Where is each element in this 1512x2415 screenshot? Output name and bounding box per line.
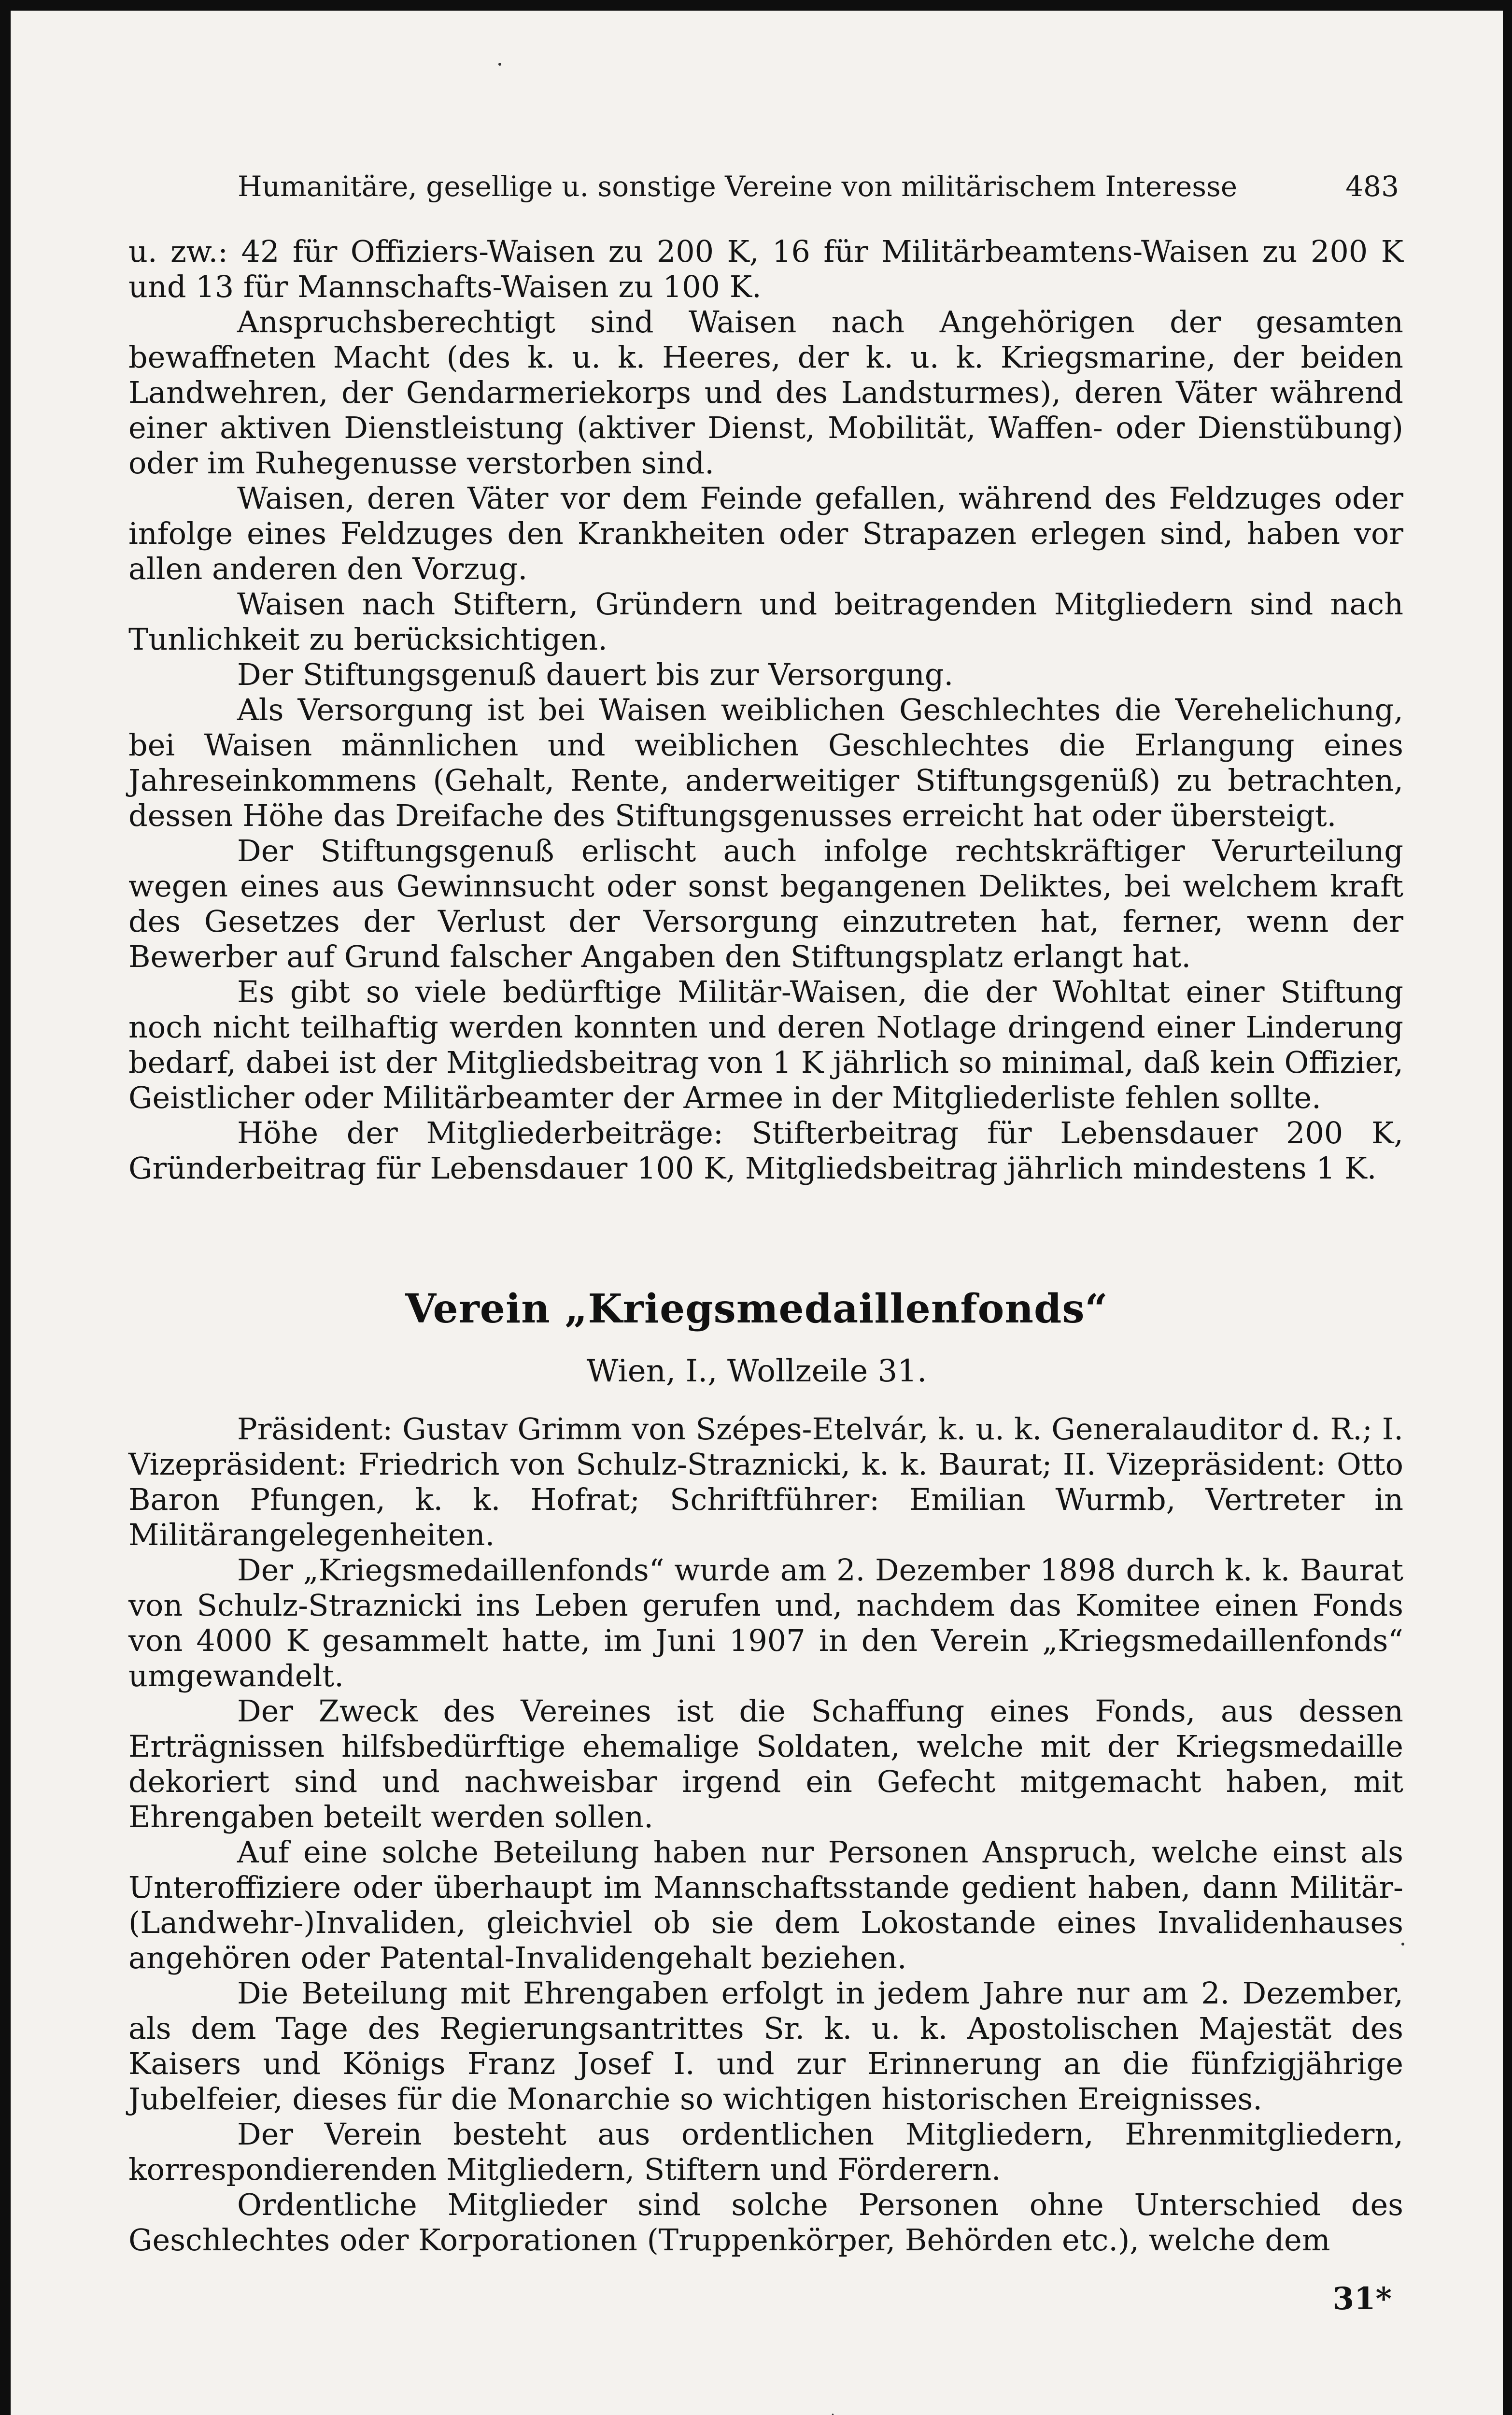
paragraph: Der Stiftungsgenuß dauert bis zur Versorgung. <box>237 657 954 692</box>
header-title: Humanitäre, gesellige u. sonstige Vereine von militärischem Interesse <box>238 170 1238 203</box>
section-heading: Verein „Kriegsmedaillenfonds“ <box>405 1286 1108 1332</box>
paragraph: Der „Kriegsmedaillenfonds“ wurde am 2. Dezember 1898 durch k. k. Baurat von Schulz-Straznicki ins Leben gerufen und, nachdem das Komitee einen Fonds von 4000 K gesammelt hatte, im Juni 1907 in den Verein „Kriegsmedaillenfonds“ umgewandelt. <box>128 1552 1403 1693</box>
print-speck <box>498 63 501 66</box>
paragraph: Der Verein besteht aus ordentlichen Mitgliedern, Ehrenmitgliedern, korrespondierenden Mitgliedern, Stiftern und Förderern. <box>128 2117 1403 2187</box>
paragraph: Der Stiftungsgenuß erlischt auch infolge rechtskräftiger Verurteilung wegen eines aus Gewinnsucht oder sonst begangenen Deliktes, bei welchem kraft des Gesetzes der Verlust der Versorgung einzutreten hat, ferner, wenn der Bewerber auf Grund falscher Angaben den Stiftungsplatz erlangt hat. <box>128 833 1403 974</box>
section-address: Wien, I., Wollzeile 31. <box>586 1353 927 1389</box>
paragraph: Präsident: Gustav Grimm von Szépes-Etelvár, k. u. k. Generalauditor d. R.; I. Vizepräsident: Friedrich von Schulz-Straznicki, k. k. Baurat; II. Vizepräsident: Otto Baron Pfungen, k. k. Hofrat; Schriftführer: Emilian Wurmb, Vertreter in Militärangelegenheiten. <box>128 1411 1403 1552</box>
paragraph: Der Zweck des Vereines ist die Schaffung eines Fonds, aus dessen Erträgnissen hilfsbedürftige ehemalige Soldaten, welche mit der Kriegsmedaille dekoriert sind und nachweisbar irgend ein Gefecht mitgemacht haben, mit Ehrengaben beteilt werden sollen. <box>128 1693 1403 1834</box>
paragraph: Anspruchsberechtigt sind Waisen nach Angehörigen der gesamten bewaffneten Macht (des k. u. k. Heeres, der k. u. k. Kriegsmarine, der beiden Landwehren, der Gendarmeriekorps und des Landsturmes), deren Väter während einer aktiven Dienstleistung (aktiver Dienst, Mobilität, Waffen- oder Dienstübung) oder im Ruhegenusse verstorben sind. <box>128 304 1403 481</box>
running-header <box>238 170 1399 203</box>
header-page-number: 483 <box>1345 170 1399 203</box>
paragraph: Als Versorgung ist bei Waisen weiblichen Geschlechtes die Verehelichung, bei Waisen männlichen und weiblichen Geschlechtes die Erlangung eines Jahreseinkommens (Gehalt, Rente, anderweitiger Stiftungsgenüß) zu betrachten, dessen Höhe das Dreifache des Stiftungsgenusses erreicht hat oder übersteigt. <box>128 692 1403 833</box>
print-speck <box>1401 1943 1404 1946</box>
paragraph: Waisen, deren Väter vor dem Feinde gefallen, während des Feldzuges oder infolge eines Feldzuges den Krankheiten oder Strapazen erlegen sind, haben vor allen anderen den Vorzug. <box>128 481 1403 586</box>
book-page <box>11 11 1503 2415</box>
section-kriegsmedaillenfonds-text <box>128 1411 1403 2258</box>
paragraph: Die Beteilung mit Ehrengaben erfolgt in jedem Jahre nur am 2. Dezember, als dem Tage des Regierungsantrittes Sr. k. u. k. Apostolischen Majestät des Kaisers und Königs Franz Josef I. und zur Erinnerung an die fünfzigjährige Jubelfeier, dieses für die Monarchie so wichtigen historischen Ereignisses. <box>128 1975 1403 2117</box>
paragraph: Höhe der Mitgliederbeiträge: Stifterbeitrag für Lebensdauer 200 K, Gründerbeitrag für Lebensdauer 100 K, Mitgliedsbeitrag jährlich mindestens 1 K. <box>128 1115 1403 1186</box>
signature-mark: 31* <box>1332 2281 1392 2317</box>
paragraph: Auf eine solche Beteilung haben nur Personen Anspruch, welche einst als Unteroffiziere oder überhaupt im Mannschaftsstande gedient haben, dann Militär-(Landwehr-)Invaliden, gleichviel ob sie dem Lokostande eines Invalidenhauses angehören oder Patental-Invalidengehalt beziehen. <box>128 1834 1403 1975</box>
paragraph: Waisen nach Stiftern, Gründern und beitragenden Mitgliedern sind nach Tunlichkeit zu berücksichtigen. <box>128 586 1403 657</box>
section-orphan-foundation-text <box>128 234 1403 1186</box>
paragraph: Es gibt so viele bedürftige Militär-Waisen, die der Wohltat einer Stiftung noch nicht teilhaftig werden konnten und deren Notlage dringend einer Linderung bedarf, dabei ist der Mitgliedsbeitrag von 1 K jährlich so minimal, daß kein Offizier, Geistlicher oder Militärbeamter der Armee in der Mitgliederliste fehlen sollte. <box>128 974 1403 1115</box>
paragraph: Ordentliche Mitglieder sind solche Personen ohne Unterschied des Geschlechtes oder Korporationen (Truppenkörper, Behörden etc.), welche dem <box>128 2187 1403 2258</box>
paragraph: u. zw.: 42 für Offiziers-Waisen zu 200 K, 16 für Militärbeamtens-Waisen zu 200 K und 13 für Mannschafts-Waisen zu 100 K. <box>128 234 1403 304</box>
